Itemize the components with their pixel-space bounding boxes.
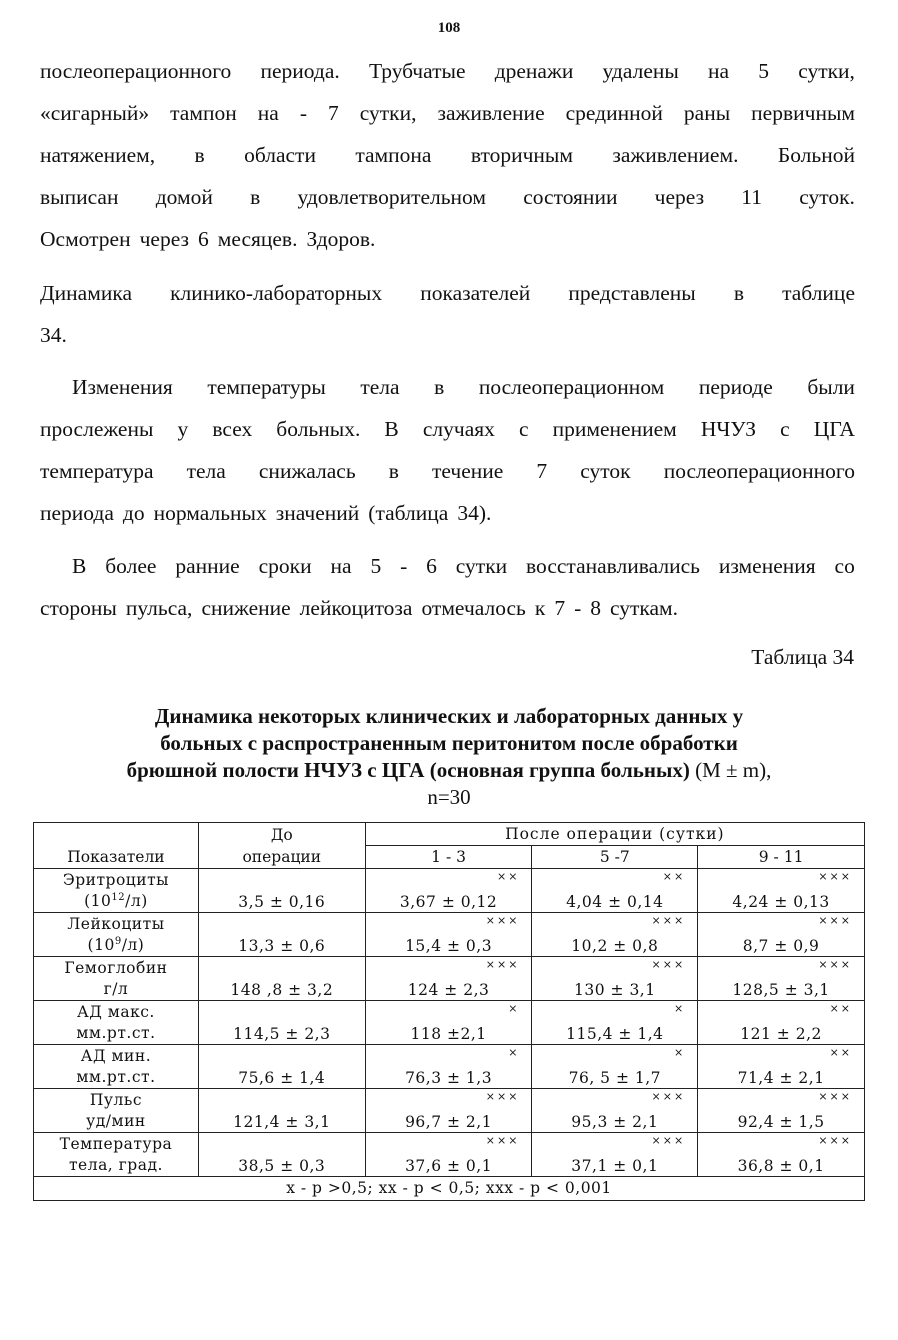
value-before: 3,5 ± 0,16: [198, 869, 365, 913]
table-body: [34, 869, 865, 1177]
caption-text: брюшной полости НЧУЗ с ЦГА (основная группа больных): [126, 758, 690, 782]
word: в: [733, 281, 744, 305]
paragraph-line: [40, 272, 855, 314]
word: заживлением.: [612, 143, 739, 167]
word: суток: [580, 459, 631, 483]
indicator-name-line: Эритроциты: [62, 871, 170, 889]
value-after: [698, 869, 865, 913]
word: заживление: [437, 101, 545, 125]
word: с: [780, 417, 790, 441]
value-text: 36,8 ± 0,1: [737, 1157, 825, 1175]
value-text: 115,4 ± 1,4: [566, 1025, 664, 1043]
paragraph-line: [40, 314, 855, 356]
word: в: [194, 143, 205, 167]
value-after: [365, 957, 532, 1001]
word: срединной: [565, 101, 663, 125]
data-table: [33, 822, 865, 1201]
value-text: 71,4 ± 2,1: [737, 1069, 825, 1087]
word: послеоперационном: [478, 375, 665, 399]
word: тела: [360, 375, 400, 399]
word: через: [654, 185, 705, 209]
word: представлены: [568, 281, 696, 305]
indicator-name: [34, 1133, 199, 1177]
word: тела: [186, 459, 226, 483]
word: 7: [554, 596, 566, 620]
value-before: 75,6 ± 1,4: [198, 1045, 365, 1089]
value-text: 4,04 ± 0,14: [566, 893, 664, 911]
caption-line: n=30: [427, 785, 471, 809]
value-text: 92,4 ± 1,5: [737, 1113, 825, 1131]
indicator-name: [34, 1089, 199, 1133]
value-after: [532, 957, 698, 1001]
table-label: Таблица 34: [751, 645, 854, 669]
word: температуры: [207, 375, 326, 399]
word: удалены: [602, 59, 679, 83]
paragraph: [40, 50, 855, 260]
word: сутки,: [798, 59, 855, 83]
word: сутки,: [359, 101, 417, 125]
significance-mark: ×××: [485, 914, 520, 927]
word: снижение: [201, 596, 291, 620]
word: через: [139, 227, 190, 251]
significance-mark: ×××: [651, 1090, 686, 1103]
value-text: 37,6 ± 0,1: [405, 1157, 493, 1175]
word: снижалась: [258, 459, 356, 483]
word: суток.: [799, 185, 855, 209]
paragraph-line: [40, 450, 855, 492]
paragraph-line: [40, 492, 855, 534]
word: на: [330, 554, 352, 578]
word: были: [807, 375, 855, 399]
word: изменения: [718, 554, 816, 578]
table-row: [34, 869, 865, 913]
word: периоде: [698, 375, 773, 399]
value-after: [698, 1045, 865, 1089]
word: 7: [536, 459, 548, 483]
indicator-unit: мм.рт.ст.: [76, 1068, 156, 1086]
indicator-name: [34, 913, 199, 957]
significance-mark: ×××: [485, 1090, 520, 1103]
value-before: 148 ,8 ± 3,2: [198, 957, 365, 1001]
paragraph-line: [40, 50, 855, 92]
word: в: [250, 185, 261, 209]
value-before: 38,5 ± 0,3: [198, 1133, 365, 1177]
paragraph: [40, 366, 855, 534]
table-row: [34, 1001, 865, 1045]
significance-mark: ×××: [818, 958, 852, 971]
word: восстанавливались: [526, 554, 700, 578]
word: Динамика: [40, 281, 132, 305]
caption-notation: (M ± m),: [689, 758, 772, 782]
word: в: [434, 375, 445, 399]
header-before: [198, 823, 365, 869]
indicator-unit: г/л: [103, 980, 129, 998]
word: сутки: [455, 554, 508, 578]
word: 5: [370, 554, 382, 578]
paragraph-line: [40, 587, 855, 629]
paragraph-line: [40, 218, 855, 260]
significance-mark: ××: [662, 870, 686, 883]
significance-mark: ×××: [818, 1134, 852, 1147]
value-after: [532, 1089, 698, 1133]
word: месяцев.: [217, 227, 298, 251]
significance-mark: ××: [829, 1046, 852, 1059]
table-header-row: [34, 823, 865, 846]
indicator-name-line: Лейкоциты: [67, 915, 165, 933]
value-after: [532, 1001, 698, 1045]
value-after: [365, 1045, 532, 1089]
significance-mark: ×××: [818, 870, 852, 883]
caption-line: больных с распространенным перитонитом после обработки: [160, 731, 738, 755]
word: более: [105, 554, 157, 578]
value-text: 76,3 ± 1,3: [405, 1069, 493, 1087]
word: 6: [198, 227, 209, 251]
value-text: 8,7 ± 0,9: [742, 937, 820, 955]
word: -: [574, 596, 582, 620]
value-after: [532, 1133, 698, 1177]
table-footer-row: [34, 1177, 865, 1201]
word: (таблица: [368, 501, 449, 525]
word: таблице: [782, 281, 855, 305]
word: со: [834, 554, 855, 578]
word: «сигарный»: [40, 101, 150, 125]
word: ЦГА: [813, 417, 855, 441]
indicator-unit: тела, град.: [68, 1156, 163, 1174]
significance-legend: х - p >0,5; хх - p < 0,5; ххх - p < 0,001: [34, 1177, 865, 1201]
header-before-line: До: [270, 826, 293, 844]
word: -: [299, 101, 307, 125]
word: показателей: [420, 281, 531, 305]
value-before: 114,5 ± 2,3: [198, 1001, 365, 1045]
significance-mark: ×××: [651, 914, 686, 927]
word: нормальных: [153, 501, 267, 525]
word: Трубчатые: [368, 59, 466, 83]
word: 5: [758, 59, 770, 83]
word: применением: [552, 417, 677, 441]
word: 8: [590, 596, 601, 620]
word: в: [388, 459, 399, 483]
header-before-line: операции: [242, 848, 322, 866]
indicator-name: [34, 957, 199, 1001]
value-after: [532, 869, 698, 913]
significance-mark: ×: [508, 1046, 520, 1059]
word: клинико-лабораторных: [170, 281, 383, 305]
word: стороны: [40, 596, 117, 620]
indicator-unit: $(10^{12}/л)$: [84, 891, 148, 910]
value-text: 15,4 ± 0,3: [405, 937, 493, 955]
paragraph-line: [40, 366, 855, 408]
significance-mark: ××: [497, 870, 520, 883]
word: В: [72, 554, 87, 578]
header-period: 9 - 11: [698, 846, 865, 869]
value-before: 121,4 ± 3,1: [198, 1089, 365, 1133]
value-text: 121 ± 2,2: [740, 1025, 822, 1043]
word: Осмотрен: [40, 227, 131, 251]
value-text: 76, 5 ± 1,7: [568, 1069, 662, 1087]
caption-line: [40, 757, 858, 784]
word: области: [244, 143, 316, 167]
word: дренажи: [494, 59, 574, 83]
word: суткам.: [609, 596, 679, 620]
word: 6: [426, 554, 437, 578]
indicator-name-line: АД макс.: [77, 1003, 155, 1021]
value-text: 124 ± 2,3: [407, 981, 490, 999]
header-period: 5 -7: [532, 846, 698, 869]
value-after: [698, 913, 865, 957]
paragraph-line: [40, 545, 855, 587]
paragraph: [40, 545, 855, 629]
word: вторичным: [470, 143, 573, 167]
word: Изменения: [72, 375, 173, 399]
paragraph-line: [40, 92, 855, 134]
word: отмечалось: [421, 596, 526, 620]
value-after: [698, 1001, 865, 1045]
indicator-name: [34, 869, 199, 913]
word: у: [177, 417, 189, 441]
significance-mark: ×××: [651, 958, 686, 971]
indicator-unit: уд/мин: [86, 1112, 146, 1130]
value-text: 95,3 ± 2,1: [571, 1113, 659, 1131]
table-caption: [40, 703, 858, 811]
value-after: [698, 1089, 865, 1133]
value-after: [365, 1089, 532, 1133]
significance-mark: ×××: [485, 958, 520, 971]
word: всех: [212, 417, 253, 441]
word: Больной: [777, 143, 855, 167]
table-row: [34, 1045, 865, 1089]
indicator-unit: мм.рт.ст.: [76, 1024, 156, 1042]
value-after: [365, 1001, 532, 1045]
significance-mark: ×××: [818, 914, 852, 927]
value-after: [532, 913, 698, 957]
word: сроки: [258, 554, 312, 578]
word: значений: [275, 501, 360, 525]
paragraph: [40, 272, 855, 356]
word: удовлетворительном: [297, 185, 486, 209]
word: раны: [683, 101, 731, 125]
indicator-unit: $(10^9/л)$: [87, 935, 145, 954]
significance-mark: ×××: [818, 1090, 852, 1103]
paragraph-line: [40, 134, 855, 176]
header-period: 1 - 3: [365, 846, 532, 869]
word: периода.: [260, 59, 340, 83]
value-before: 13,3 ± 0,6: [198, 913, 365, 957]
table-row: [34, 1089, 865, 1133]
header-after: После операции (сутки): [365, 823, 864, 846]
value-after: [365, 1133, 532, 1177]
indicator-name-line: Температура: [59, 1135, 173, 1153]
indicator-name: [34, 1001, 199, 1045]
word: пульса,: [125, 596, 193, 620]
word: к: [534, 596, 546, 620]
indicator-name-line: Гемоглобин: [64, 959, 168, 977]
word: 34.: [40, 323, 67, 347]
value-after: [365, 913, 532, 957]
word: тампон: [170, 101, 237, 125]
word: на: [708, 59, 730, 83]
word: домой: [155, 185, 213, 209]
word: тампона: [355, 143, 432, 167]
significance-mark: ×××: [485, 1134, 520, 1147]
value-text: 4,24 ± 0,13: [732, 893, 830, 911]
word: 7: [328, 101, 339, 125]
word: натяжением,: [40, 143, 156, 167]
value-text: 3,67 ± 0,12: [399, 893, 498, 911]
indicator-name-line: АД мин.: [80, 1047, 152, 1065]
value-text: 130 ± 3,1: [574, 981, 656, 999]
word: Здоров.: [306, 227, 376, 251]
value-after: [698, 1133, 865, 1177]
word: на: [257, 101, 279, 125]
value-after: [698, 957, 865, 1001]
value-text: 96,7 ± 2,1: [405, 1113, 493, 1131]
indicator-name-line: Пульс: [89, 1091, 142, 1109]
value-after: [365, 869, 532, 913]
significance-mark: ×: [508, 1002, 520, 1015]
header-indicators: Показатели: [34, 823, 199, 869]
indicator-name: [34, 1045, 199, 1089]
word: периода: [40, 501, 114, 525]
word: случаях: [422, 417, 495, 441]
word: больных.: [276, 417, 361, 441]
value-text: 10,2 ± 0,8: [571, 937, 659, 955]
word: послеоперационного: [663, 459, 855, 483]
word: с: [518, 417, 529, 441]
word: 11: [741, 185, 762, 209]
significance-mark: ××: [829, 1002, 852, 1015]
word: до: [122, 501, 145, 525]
word: послеоперационного: [40, 59, 232, 83]
paragraph-line: [40, 176, 855, 218]
word: 34).: [457, 501, 492, 525]
table-row: [34, 1133, 865, 1177]
word: прослежены: [40, 417, 154, 441]
significance-mark: ×: [673, 1046, 686, 1059]
value-text: 128,5 ± 3,1: [732, 981, 830, 999]
value-text: 118 ±2,1: [410, 1025, 487, 1043]
word: НЧУЗ: [700, 417, 757, 441]
word: первичным: [751, 101, 855, 125]
table-row: [34, 913, 865, 957]
table-row: [34, 957, 865, 1001]
page-number: 108: [437, 20, 461, 36]
word: температура: [40, 459, 154, 483]
word: лейкоцитоза: [299, 596, 413, 620]
word: выписан: [40, 185, 119, 209]
word: состоянии: [523, 185, 618, 209]
significance-mark: ×××: [651, 1134, 686, 1147]
word: течение: [432, 459, 504, 483]
caption-line: Динамика некоторых клинических и лабораторных данных у: [154, 704, 744, 728]
word: В: [384, 417, 399, 441]
value-text: 37,1 ± 0,1: [571, 1157, 659, 1175]
word: ранние: [175, 554, 240, 578]
value-after: [532, 1045, 698, 1089]
paragraph-line: [40, 408, 855, 450]
significance-mark: ×: [673, 1002, 686, 1015]
word: -: [400, 554, 408, 578]
